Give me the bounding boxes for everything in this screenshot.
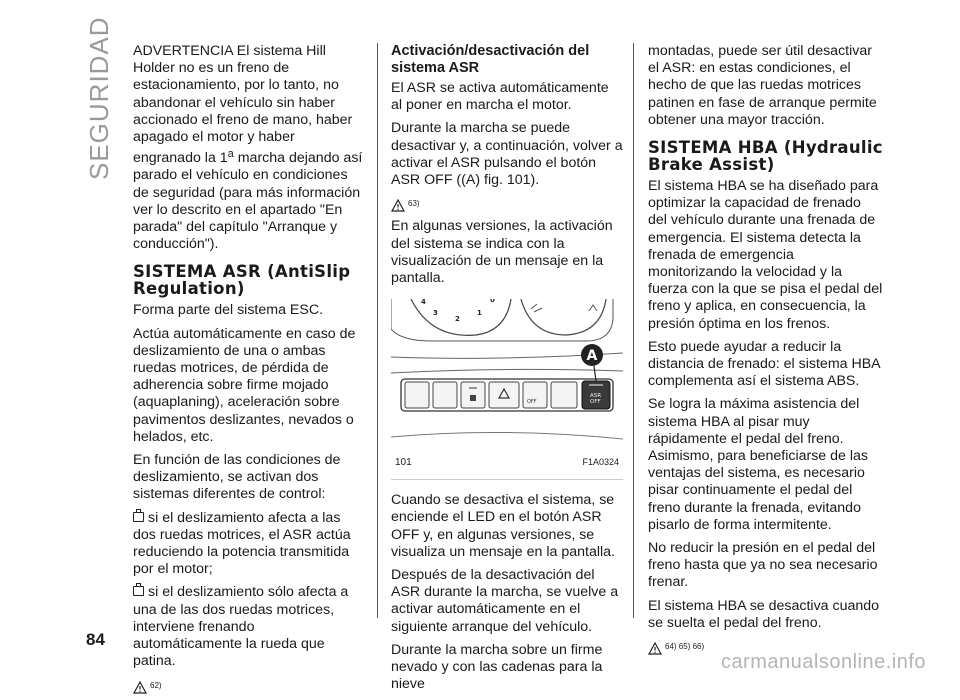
fuel-icon [531,304,542,312]
bullet-icon [133,586,144,596]
activation-paragraph-1: El ASR se activa automáticamente al poner en marcha el motor. [391,80,609,114]
hba-paragraph-1: El sistema HBA se ha diseñado para optimizar la capacidad de frenado del vehículo durante una frenada de emergencia. El sistema detecta la frenada de emergencia monitorizando la velocidad y la fuerza con la que se pisa el pedal del freno y aplica, en consecuencia, la presión óptima en los frenos. [648,178,883,332]
warning-reference [133,677,365,694]
bullet-item-2 [133,584,365,670]
column-divider-2 [633,43,634,618]
continuation-paragraph: montadas, puede ser útil desactivar el ASR: en estas condiciones, el hecho de que las ruedas motrices patinen en fase de arranque permite obtener una mayor tracción. [648,43,877,128]
hba-paragraph-5: El sistema HBA se desactiva cuando se suelta el pedal del freno. [648,597,880,631]
warning-ref-number: 62) [150,680,162,690]
ordinal-superscript: a [227,148,234,161]
gauge-tick-0: 0 [490,299,495,305]
gauge-tick-2: 2 [455,315,460,324]
activation-paragraph-3: En algunas versiones, la activación del sistema se indica con la visualización de un mensaje en la pantalla. [391,218,613,287]
hba-paragraph-4: No reducir la presión en el pedal del freno hasta que ya no sea necesario frenar. [648,540,878,591]
page-number: 84 [86,630,105,649]
column-2 [391,43,623,699]
figure-code: F1A0324 [582,457,619,468]
gauge-tick-1: 1 [477,309,482,318]
temperature-icon [589,305,597,311]
section-title: SEGURIDAD [84,16,114,180]
asr-paragraph-2: Actúa automáticamente en caso de deslizamiento de una o ambas ruedas motrices, de pérdida de adherencia sobre firme mojado (aquaplaning), aceleración sobre pavimentos deslizantes, nevados o helados, etc. [133,325,356,445]
blank-switch-2[interactable] [433,382,457,408]
activation-paragraph-6: Durante la marcha sobre un firme nevado y con las cadenas para la nieve [391,641,603,693]
hba-heading: SISTEMA HBA (Hydraulic Brake Assist) [648,138,883,175]
asr-heading: SISTEMA ASR (AntiSlip Regulation) [133,262,351,299]
hazard-button[interactable] [489,382,519,408]
bullet-text: si el deslizamiento sólo afecta a una de las dos ruedas motrices, interviene frenando automáticamente la rueda que patina. [133,584,349,670]
warning-reference [391,195,623,212]
warning-ref-number: 63) [408,199,420,209]
warning-paragraph [133,43,365,253]
asr-activation-heading: Activación/desactivación del sistema ASR [391,43,590,76]
asr-button-label-2: OFF [590,399,601,406]
bullet-item-1 [133,510,365,579]
asr-paragraph-3: En función de las condiciones de deslizamiento, se activan dos sistemas diferentes de control: [133,452,341,503]
warning-triangle-icon [391,199,405,212]
column-divider-1 [377,43,378,618]
blank-switch-1[interactable] [405,382,429,408]
asr-button-label-1: ASR [590,393,602,400]
warning-ref-numbers: 64) 65) 66) [665,642,705,652]
figure-asr-button [391,299,623,480]
warning-triangle-icon [648,642,662,655]
figure-number: 101 [395,457,412,469]
warning-text-end: marcha dejando así parado el vehículo en condiciones de seguridad (para más información ver lo descrito en el apartado "En parada" del capítulo "Arranque y conducción"). [133,150,363,253]
dashboard-illustration [391,299,623,459]
warning-text: ADVERTENCIA El sistema Hill Holder no es un freno de estacionamiento, por lo tanto, no abandonar el vehículo sin haber accionado el freno de mano, haber apagado el motor y haber engranado la 1 [133,43,353,167]
bullet-text: si el deslizamiento afecta a las dos ruedas motrices, el ASR actúa reduciendo la potencia transmitida por el motor; [133,509,351,578]
activation-paragraph-2: Durante la marcha se puede desactivar y, a continuación, volver a activar el ASR pulsando el botón ASR OFF ((A) fig. 101). [391,120,623,189]
activation-paragraph-5: Después de la desactivación del ASR durante la marcha, se vuelve a activar automáticamente en el siguiente arranque del vehículo. [391,567,619,635]
gauge-tick-4: 4 [421,299,426,307]
blank-switch-3[interactable] [551,382,577,408]
asr-paragraph-1: Forma parte del sistema ESC. [133,302,324,319]
activation-paragraph-4: Cuando se desactiva el sistema, se enciende el LED en el botón ASR OFF y, en algunas versiones, se visualiza un mensaje en la pantalla. [391,492,615,560]
hba-paragraph-3: Se logra la máxima asistencia del sistema HBA al pisar muy rápidamente el pedal del freno. Asimismo, para beneficiarse de las ventajas del sistema, es necesario pisar continuamente el pedal del freno durante la frenada, evitando pisarlo de forma intermitente. [648,396,869,533]
column-3 [648,43,883,661]
watermark: carmanualsonline.info [720,651,926,673]
bullet-icon [133,512,144,522]
hba-paragraph-2: Esto puede ayudar a reducir la distancia de frenado: el sistema HBA complementa así el sistema ABS. [648,338,880,390]
callout-a-label: A [586,348,598,365]
column-1 [133,43,365,700]
gauge-tick-3: 3 [433,309,438,318]
svg-text:OFF: OFF [527,399,537,406]
